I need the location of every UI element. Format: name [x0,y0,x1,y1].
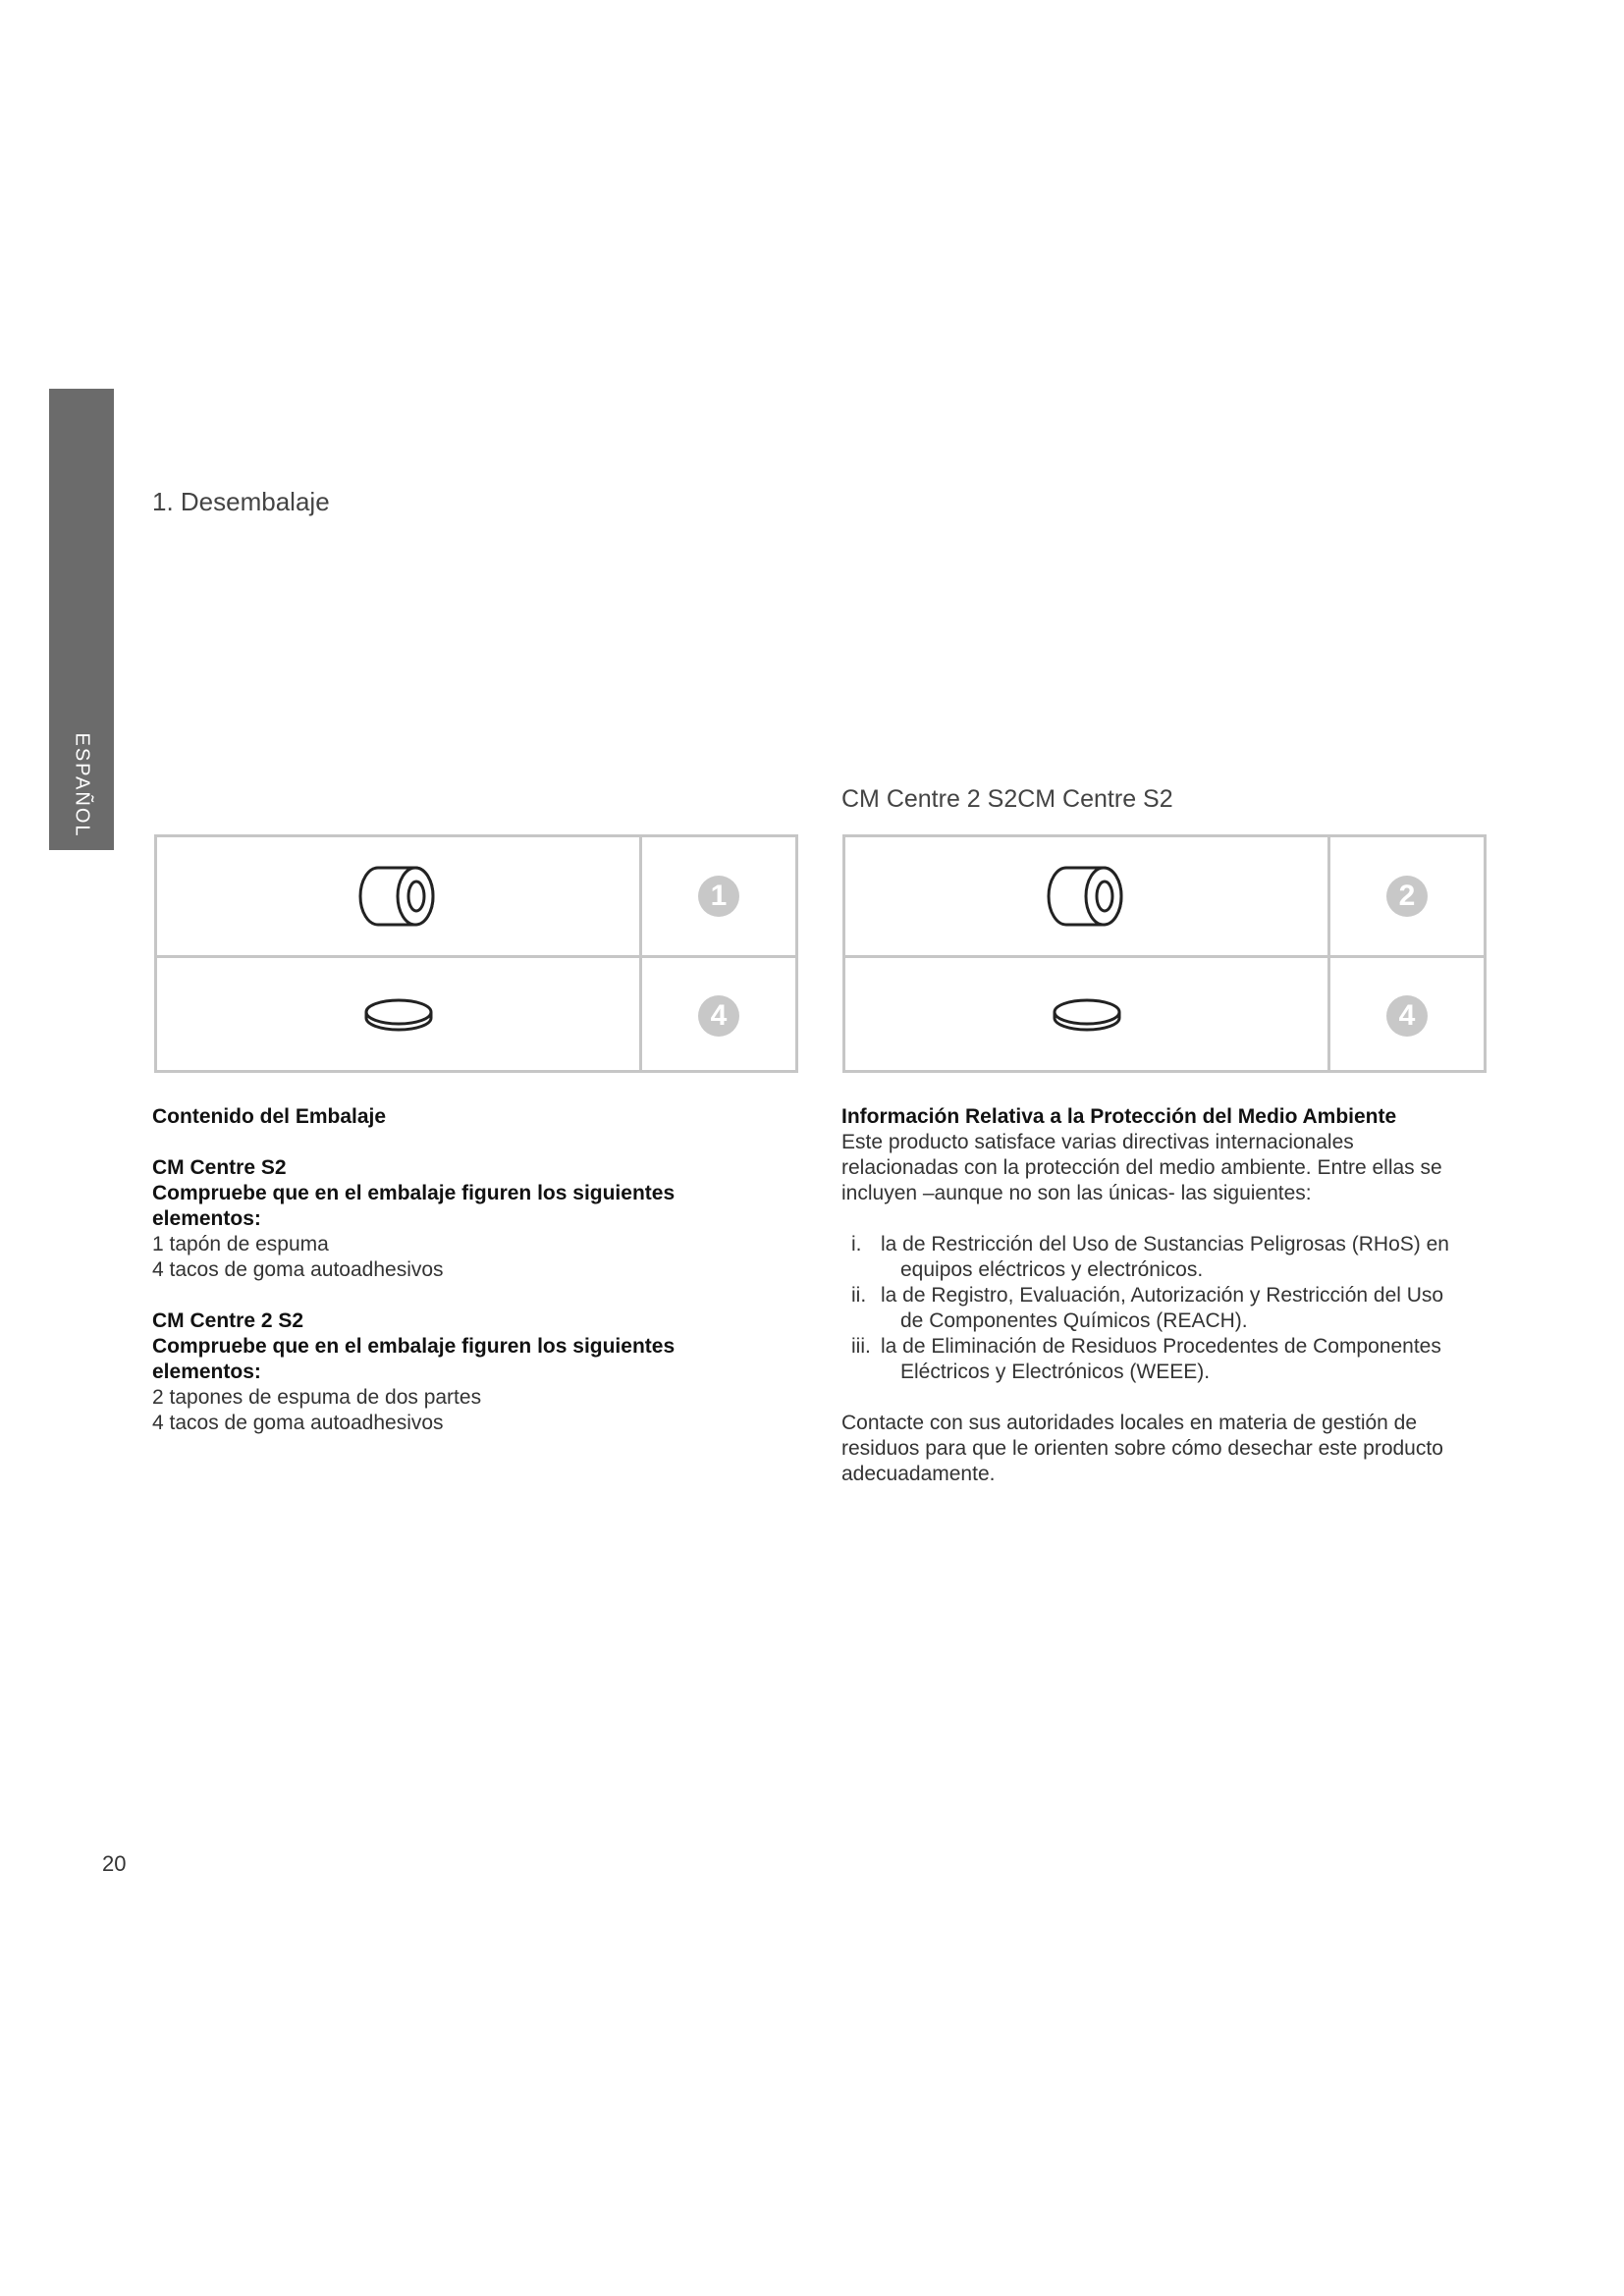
section-title: 1. Desembalaje [152,487,330,516]
directive-number: ii. [851,1284,867,1307]
disposal-note-line: Contacte con sus autoridades locales en materia de gestión de [841,1412,1418,1434]
rubber-foot-icon [361,996,436,1036]
disposal-note-line: adecuadamente. [841,1463,996,1485]
model2-item: 4 tacos de goma autoadhesivos [152,1412,444,1434]
item-image-cell [845,958,1330,1073]
model2-check-line1: Compruebe que en el embalaje figuren los siguientes [152,1335,676,1358]
model1-name: CM Centre S2 [152,1156,287,1179]
item-image-cell [157,837,642,955]
directive-line2: Eléctricos y Electrónicos (WEEE). [900,1361,1211,1383]
quantity-badge-cell [1330,837,1484,955]
environment-intro-line: relacionadas con la protección del medio ambiente. Entre ellas se [841,1156,1442,1179]
environment-intro-line: Este producto satisface varias directivas internacionales [841,1131,1354,1153]
model1-check-line2: elementos: [152,1207,261,1230]
directive-number: iii. [851,1335,871,1358]
environment-heading: Información Relativa a la Protección del Medio Ambiente [841,1105,1397,1128]
foam-plug-icon [1045,862,1129,931]
quantity-badge-cell [642,958,795,1073]
parts-row-rubber-foot [157,955,795,1073]
language-tab-label: ESPAÑOL [71,732,93,838]
directive-line1: la de Registro, Evaluación, Autorización y Restricción del Uso [881,1284,1444,1307]
model2-check-line2: elementos: [152,1361,261,1383]
model2-item: 2 tapones de espuma de dos partes [152,1386,482,1409]
item-image-cell [845,837,1330,955]
quantity-badge: 2 [1386,876,1428,917]
directives-list [841,1232,1529,1385]
quantity-badge: 4 [1386,995,1428,1037]
quantity-badge-cell [642,837,795,955]
parts-row-foam-plug [157,837,795,955]
foam-plug-icon [356,862,441,931]
directive-number: i. [851,1233,862,1255]
page-number: 20 [102,1851,127,1876]
directive-line2: equipos eléctricos y electrónicos. [900,1258,1204,1281]
quantity-badge: 1 [698,876,739,917]
disposal-note-line: residuos para que le orienten sobre cómo desechar este producto [841,1437,1443,1460]
item-image-cell [157,958,642,1073]
directive-line1: la de Eliminación de Residuos Procedentes de Componentes [881,1335,1441,1358]
directive-line1: la de Restricción del Uso de Sustancias Peligrosas (RHoS) en [881,1233,1449,1255]
parts-row-rubber-foot [845,955,1484,1073]
directive-item [841,1334,1529,1385]
directive-item [841,1283,1529,1334]
package-contents-column [152,1104,800,1436]
directive-item [841,1232,1529,1283]
environment-intro-line: incluyen –aunque no son las únicas- las siguientes: [841,1182,1312,1204]
environment-info-column [841,1104,1529,1487]
model1-item: 4 tacos de goma autoadhesivos [152,1258,444,1281]
model1-item: 1 tapón de espuma [152,1233,329,1255]
rubber-foot-icon [1050,996,1124,1036]
directive-line2: de Componentes Químicos (REACH). [900,1309,1248,1332]
model2-name: CM Centre 2 S2 [152,1309,304,1332]
model-heading: CM Centre 2 S2CM Centre S2 [841,785,1173,813]
model1-check-line1: Compruebe que en el embalaje figuren los siguientes [152,1182,676,1204]
quantity-badge-cell [1330,958,1484,1073]
parts-table-right [842,834,1487,1073]
quantity-badge: 4 [698,995,739,1037]
parts-table-left [154,834,798,1073]
package-contents-heading: Contenido del Embalaje [152,1105,387,1128]
parts-row-foam-plug [845,837,1484,955]
